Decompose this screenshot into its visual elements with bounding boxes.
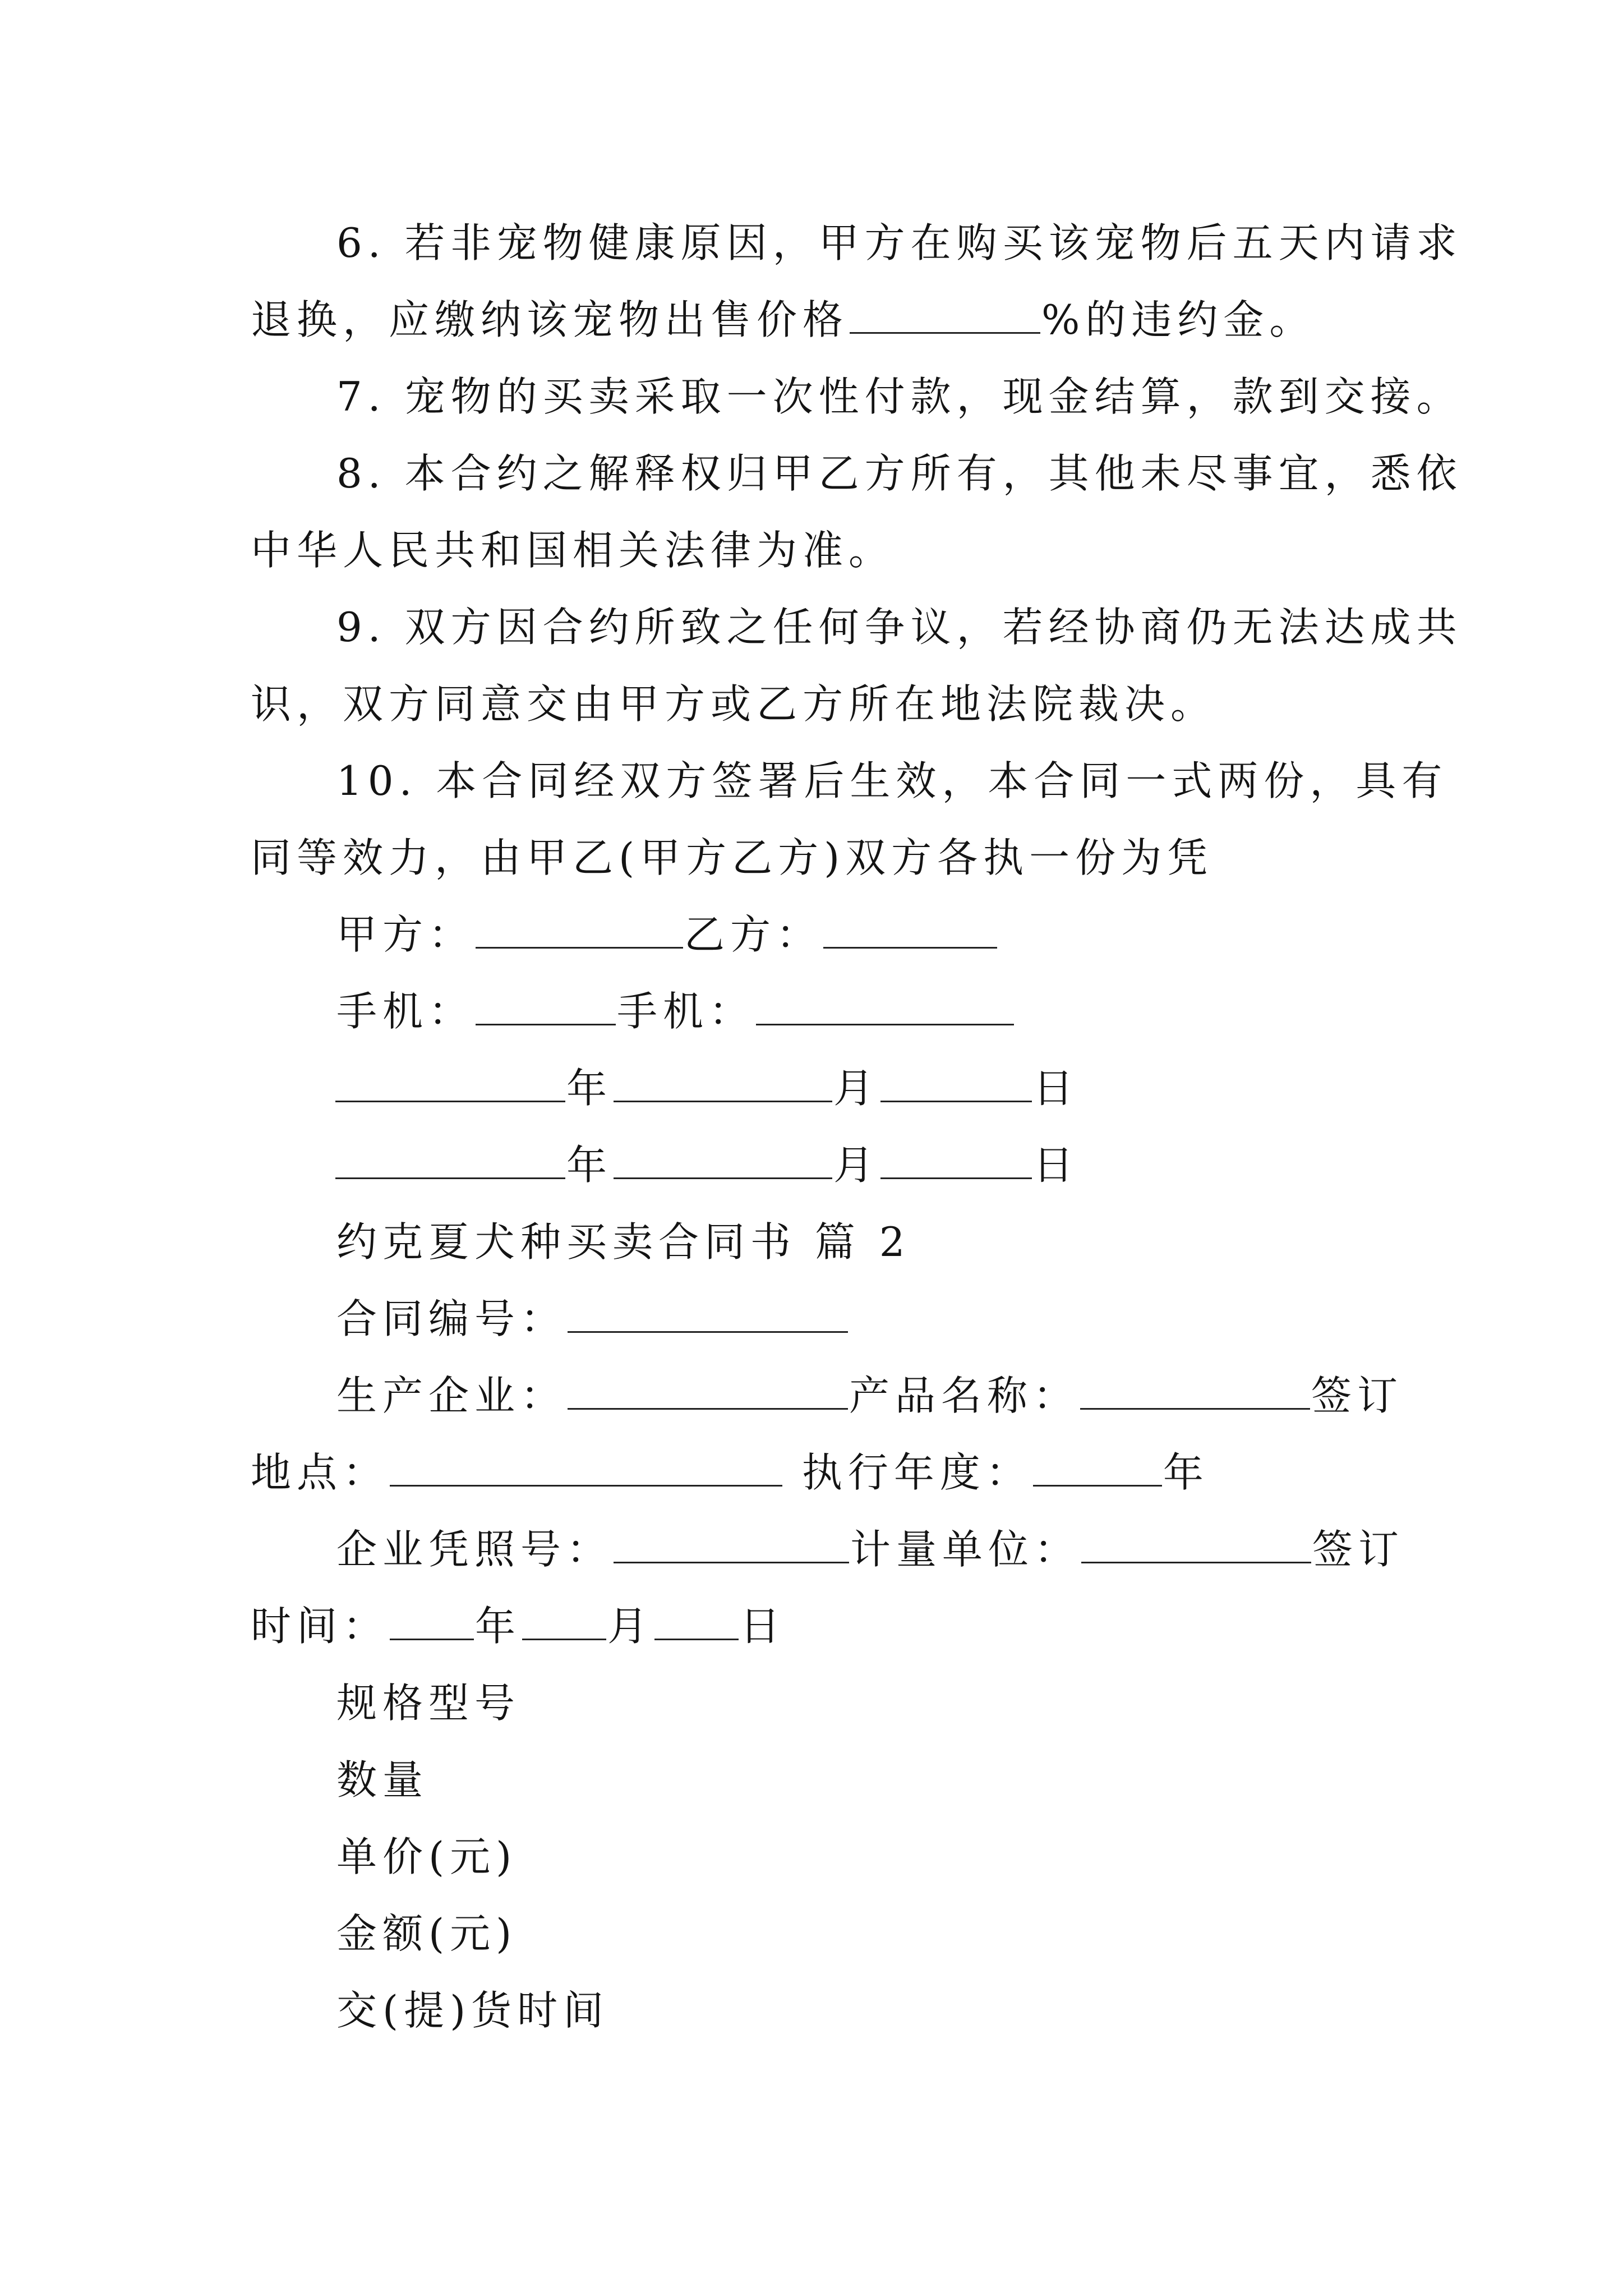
phone-a-blank[interactable]	[476, 984, 616, 1025]
field-label: 金额(元)	[336, 1910, 518, 1957]
clause-8-text-1: 8. 本合约之解释权归甲乙方所有，其他未尽事宜，悉依	[336, 450, 1463, 497]
date-a-month-label: 月	[833, 1065, 880, 1112]
clause-10-text-2: 同等效力，由甲乙(甲方乙方)双方各执一份为凭	[251, 834, 1214, 881]
sign-time-day-blank[interactable]	[654, 1599, 739, 1640]
field-label: 规格型号	[336, 1680, 521, 1727]
product-name-label: 产品名称：	[849, 1372, 1080, 1419]
date-a-day-label: 日	[1033, 1065, 1080, 1112]
sign-place-label-a: 签订	[1311, 1372, 1404, 1419]
license-number-blank[interactable]	[614, 1522, 849, 1563]
clause-8-line-2	[251, 522, 895, 578]
phone-line	[336, 983, 1015, 1039]
field-label: 单价(元)	[336, 1833, 518, 1880]
clause-10-line-2	[251, 830, 1213, 886]
date-a-day-blank[interactable]	[880, 1061, 1032, 1102]
date-a-month-blank[interactable]	[614, 1061, 832, 1102]
sign-time-month-label: 月	[607, 1603, 654, 1650]
sign-place-line	[251, 1444, 1209, 1501]
clause-9-text-2: 识，双方同意交由甲方或乙方所在地法院裁决。	[251, 680, 1217, 728]
clause-8-text-2: 中华人民共和国相关法律为准。	[251, 527, 895, 574]
sign-time-month-blank[interactable]	[522, 1599, 606, 1640]
contract-number-line	[336, 1291, 849, 1347]
date-b-year-label: 年	[566, 1142, 613, 1189]
exec-year-blank[interactable]	[1033, 1446, 1162, 1487]
clause-10-text-1: 10. 本合同经双方签署后生效，本合同一式两份，具有	[336, 757, 1448, 804]
clause-6-line-2	[251, 292, 1315, 348]
unit-blank[interactable]	[1081, 1522, 1311, 1563]
party-a-blank[interactable]	[476, 908, 683, 949]
sign-time-line	[251, 1598, 786, 1654]
date-b-year-blank[interactable]	[335, 1138, 565, 1179]
sign-time-label-a: 签订	[1312, 1526, 1405, 1573]
contract-number-label: 合同编号：	[336, 1295, 567, 1342]
sign-time-year-blank[interactable]	[390, 1599, 474, 1640]
date-line-a	[334, 1060, 1079, 1116]
manufacturer-label: 生产企业：	[336, 1372, 567, 1419]
field-label: 数量	[336, 1756, 429, 1803]
clause-9-text-1: 9. 双方因合约所致之任何争议，若经协商仍无法达成共	[336, 604, 1463, 651]
date-b-month-blank[interactable]	[614, 1138, 832, 1179]
contract-number-blank[interactable]	[568, 1292, 848, 1333]
section-2-heading-text: 约克夏犬种买卖合同书 篇 2	[336, 1218, 911, 1266]
party-b-label: 乙方：	[684, 911, 823, 958]
exec-year-label: 执行年度：	[801, 1449, 1032, 1496]
phone-b-blank[interactable]	[756, 984, 1014, 1025]
clause-6-line-1	[336, 215, 1463, 271]
date-a-year-blank[interactable]	[335, 1061, 565, 1102]
clause-9-line-1	[336, 599, 1463, 655]
section-2-heading	[336, 1214, 911, 1270]
party-b-blank[interactable]	[823, 908, 997, 949]
field-delivery-time	[336, 1982, 609, 2039]
manufacturer-line	[336, 1368, 1403, 1424]
clause-7-line	[336, 369, 1463, 425]
phone-b-label: 手机：	[617, 988, 755, 1035]
sign-time-label-b: 时间：	[251, 1603, 389, 1650]
party-a-label: 甲方：	[336, 911, 475, 958]
manufacturer-blank[interactable]	[568, 1369, 848, 1410]
field-amount	[336, 1906, 517, 1962]
license-number-label: 企业凭照号：	[336, 1526, 613, 1573]
unit-label: 计量单位：	[850, 1526, 1081, 1573]
date-b-month-label: 月	[833, 1142, 880, 1189]
date-b-day-blank[interactable]	[880, 1138, 1032, 1179]
product-name-blank[interactable]	[1080, 1369, 1310, 1410]
date-b-day-label: 日	[1033, 1142, 1080, 1189]
clause-6-text-a: 退换，应缴纳该宠物出售价格	[251, 296, 849, 343]
clause-6-text: 6. 若非宠物健康原因，甲方在购买该宠物后五天内请求	[336, 219, 1463, 266]
date-a-year-label: 年	[566, 1065, 613, 1112]
field-spec-model	[336, 1675, 520, 1731]
penalty-percent-blank[interactable]	[850, 293, 1040, 334]
clause-9-line-2	[251, 676, 1216, 732]
sign-time-day-label: 日	[740, 1603, 786, 1650]
clause-6-text-b: %的违约金。	[1041, 296, 1316, 343]
sign-place-blank[interactable]	[390, 1446, 782, 1487]
field-label: 交(提)货时间	[336, 1987, 610, 2034]
exec-year-unit: 年	[1163, 1449, 1209, 1496]
phone-a-label: 手机：	[336, 988, 475, 1035]
field-quantity	[336, 1752, 428, 1808]
clause-10-line-1	[336, 753, 1447, 809]
party-signature-line	[336, 907, 998, 963]
sign-place-label-b: 地点：	[251, 1449, 389, 1496]
license-line	[336, 1521, 1404, 1577]
clause-8-line-1	[336, 445, 1463, 501]
clause-7-text: 7. 宠物的买卖采取一次性付款，现金结算，款到交接。	[336, 373, 1463, 420]
date-line-b	[334, 1137, 1079, 1193]
sign-time-year-label: 年	[475, 1603, 522, 1650]
field-unit-price	[336, 1829, 517, 1885]
